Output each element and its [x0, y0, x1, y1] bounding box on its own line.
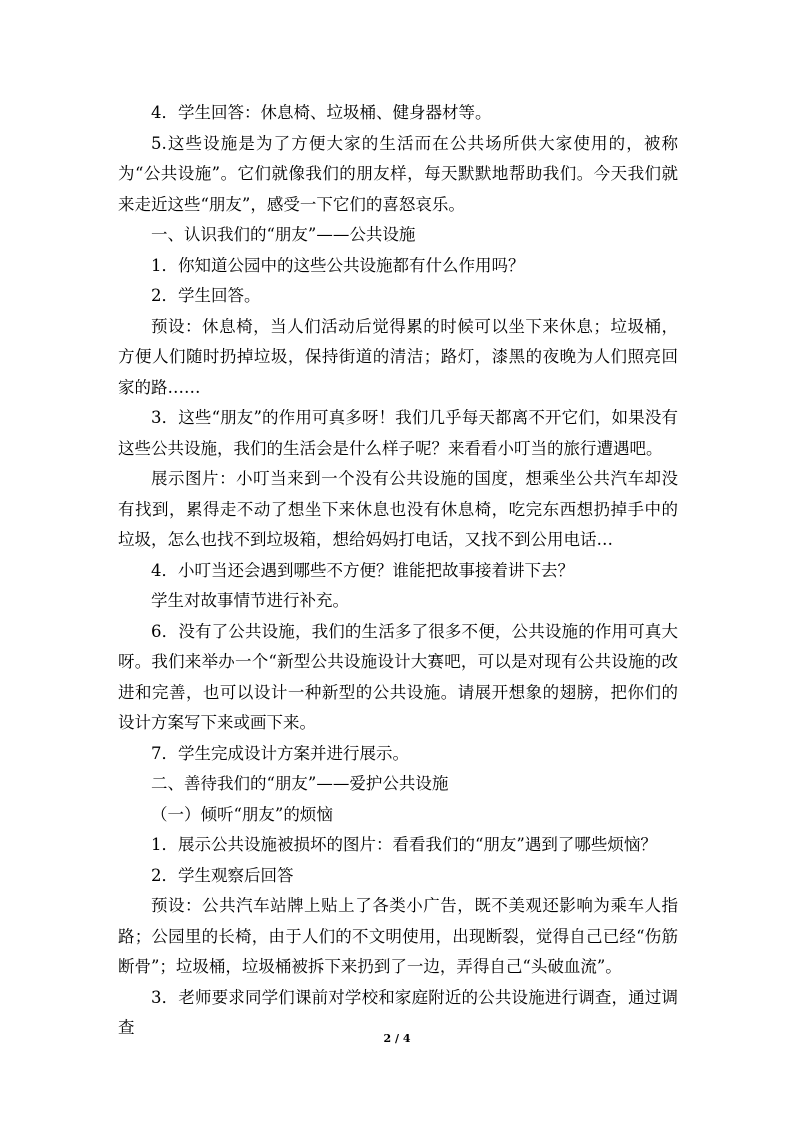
paragraph-4: 2．学生回答。 [151, 286, 261, 305]
paragraph-8: 4．小叮当还会遇到哪些不方便？谁能把故事接着讲下去？ [151, 560, 574, 580]
paragraph-5: 预设：休息椅，当人们活动后觉得累的时候可以坐下来休息；垃圾桶，方便人们随时扔掉垃圾，保持街道的清洁；路灯，漆黑的夜晚为人们照亮回家的路…… [118, 316, 678, 397]
paragraph-9: 学生对故事情节进行补充。 [151, 591, 349, 610]
paragraph-11: 7．学生完成设计方案并进行展示。 [151, 743, 409, 763]
paragraph-2: 5.这些设施是为了方便大家的生活而在公共场所供大家使用的，被称为“公共设施”。它们就像我们的朋友样，每天默默地帮助我们。今天我们就来走近这些“朋友”，感受一下它们的喜怒哀乐。 [118, 133, 678, 214]
section-heading-2: 二、善待我们的“朋友”——爱护公共设施 [151, 774, 449, 793]
subsection-heading-1: （一）倾听“朋友”的烦恼 [151, 804, 333, 824]
paragraph-6: 3．这些“朋友”的作用可真多呀！我们几乎每天都离不开它们，如果没有这些公共设施，我们的生活会是什么样子呢？来看看小叮当的旅行遭遇吧。 [118, 408, 678, 458]
paragraph-12: 1．展示公共设施被损坏的图片：看看我们的“朋友”遇到了哪些烦恼？ [151, 835, 657, 854]
section-heading-1: 一、认识我们的“朋友”——公共设施 [151, 225, 416, 244]
paragraph-15: 3．老师要求同学们课前对学校和家庭附近的公共设施进行调查，通过调查 [118, 987, 678, 1037]
document-body [118, 98, 678, 1044]
paragraph-14: 预设：公共汽车站牌上贴上了各类小广告，既不美观还影响为乘车人指路；公园里的长椅，由于人们的不文明使用，出现断裂，觉得自己已经“伤筋断骨”；垃圾桶，垃圾桶被拆下来扔到了一边，弄得自己“头破血流”。 [118, 896, 678, 976]
paragraph-7: 展示图片：小叮当来到一个没有公共设施的国度，想乘坐公共汽车却没有找到，累得走不动了想坐下来休息也没有休息椅，吃完东西想扔掉手中的垃圾，怎么也找不到垃圾箱，想给妈妈打电话，又找不到公用电话… [118, 469, 678, 549]
paragraph-13: 2．学生观察后回答 [151, 865, 294, 885]
page-number: 2 / 4 [383, 1032, 411, 1045]
paragraph-3: 1．你知道公园中的这些公共设施都有什么作用吗？ [151, 255, 525, 275]
paragraph-1: 4．学生回答：休息椅、垃圾桶、健身器材等。 [151, 103, 492, 122]
paragraph-10: 6．没有了公共设施，我们的生活多了很多不便，公共设施的作用可真大呀。我们来举办一个“新型公共设施设计大赛吧，可以是对现有公共设施的改进和完善，也可以设计一种新型的公共设施。请展开想象的翅膀，把你们的设计方案写下来或画下来。 [118, 621, 678, 732]
